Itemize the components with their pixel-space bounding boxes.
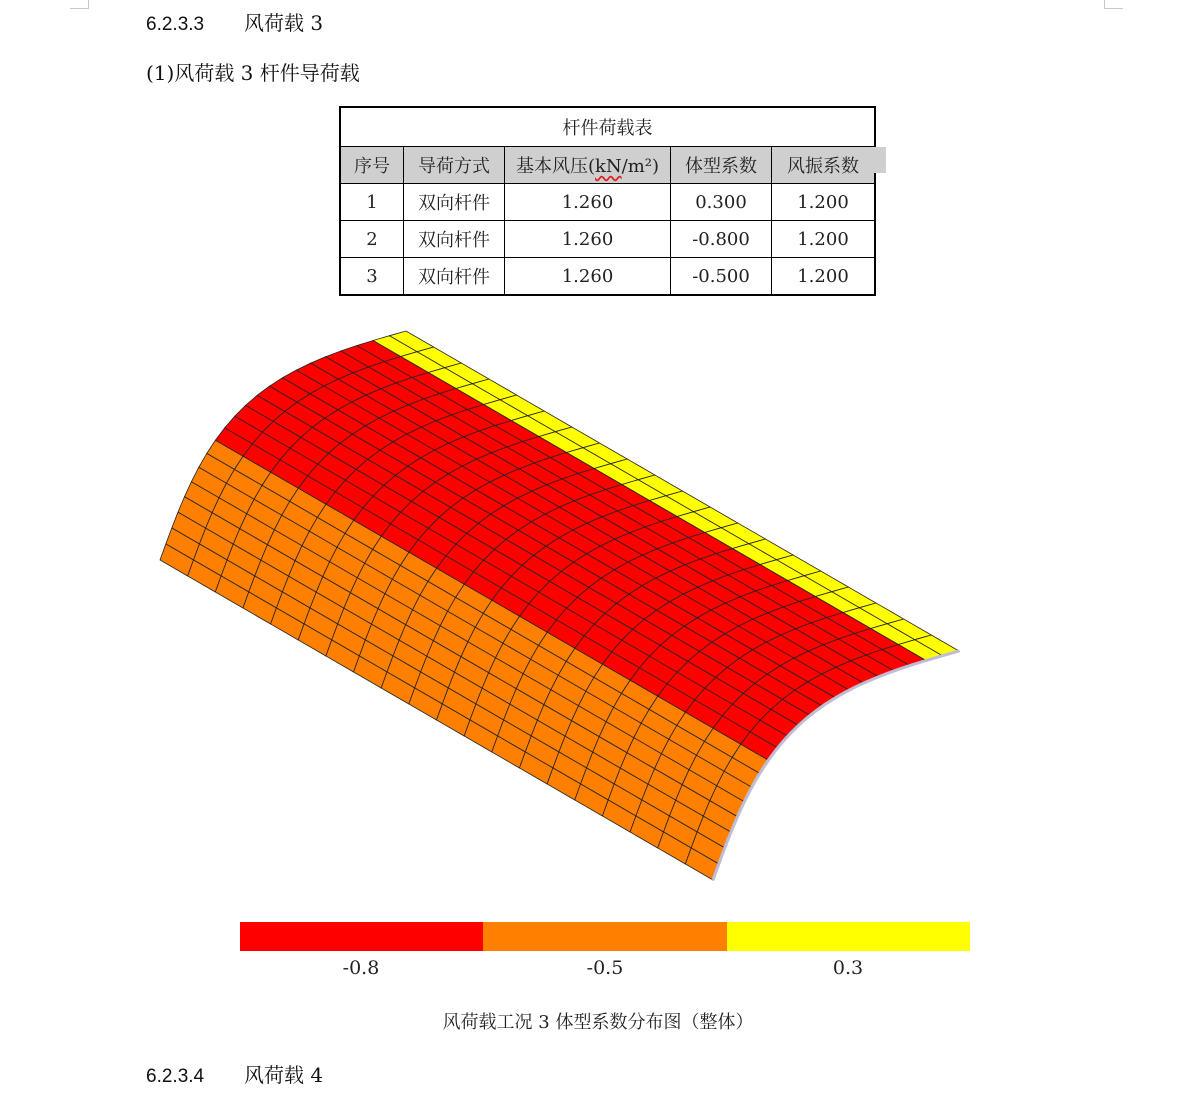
- legend-swatch-negative-0-8: [240, 922, 483, 951]
- header-shape-coefficient: 体型系数: [671, 147, 772, 184]
- section-title: 风荷载 4: [244, 1063, 324, 1087]
- cell-shape-coefficient: -0.800: [671, 221, 772, 258]
- section-title: 风荷载 3: [244, 11, 324, 35]
- cell-shape-coefficient: -0.500: [671, 258, 772, 296]
- section-number: 6.2.3.3: [146, 14, 205, 35]
- legend-label: -0.5: [586, 957, 624, 979]
- legend-swatch-negative-0-5: [483, 922, 726, 951]
- legend-label: -0.8: [342, 957, 380, 979]
- subsection-heading: (1)风荷载 3 杆件导荷载: [146, 61, 360, 85]
- cell-basic-wind-pressure: 1.260: [505, 258, 671, 296]
- section-heading-6-2-3-4: [146, 1059, 323, 1088]
- color-legend-bar: [240, 922, 970, 951]
- header-load-method: 导荷方式: [404, 147, 505, 184]
- cell-load-method: 双向杆件: [404, 221, 505, 258]
- cell-load-method: 双向杆件: [404, 184, 505, 221]
- header-index: 序号: [340, 147, 404, 184]
- header-basic-wind-pressure: 基本风压(kN/m²): [505, 147, 671, 184]
- cell-wind-vibration-coefficient: 1.200: [772, 258, 876, 296]
- cell-shape-coefficient: 0.300: [671, 184, 772, 221]
- cell-load-method: 双向杆件: [404, 258, 505, 296]
- cell-wind-vibration-coefficient: 1.200: [772, 184, 876, 221]
- legend-swatch-positive-0-3: [727, 922, 970, 951]
- section-number: 6.2.3.4: [146, 1066, 205, 1087]
- table-title: 杆件荷载表: [340, 107, 875, 147]
- cell-wind-vibration-coefficient: 1.200: [772, 221, 876, 258]
- cell-index: 3: [340, 258, 404, 296]
- cell-index: 1: [340, 184, 404, 221]
- barrel-vault-shell: [160, 331, 959, 880]
- cell-basic-wind-pressure: 1.260: [505, 184, 671, 221]
- unit-kn: kN: [594, 156, 622, 177]
- legend-label: 0.3: [832, 957, 864, 979]
- figure-caption: 风荷载工况 3 体型系数分布图（整体）: [442, 1012, 754, 1033]
- cell-basic-wind-pressure: 1.260: [505, 221, 671, 258]
- cell-index: 2: [340, 221, 404, 258]
- header-wind-vibration-coefficient: 风振系数: [772, 147, 876, 184]
